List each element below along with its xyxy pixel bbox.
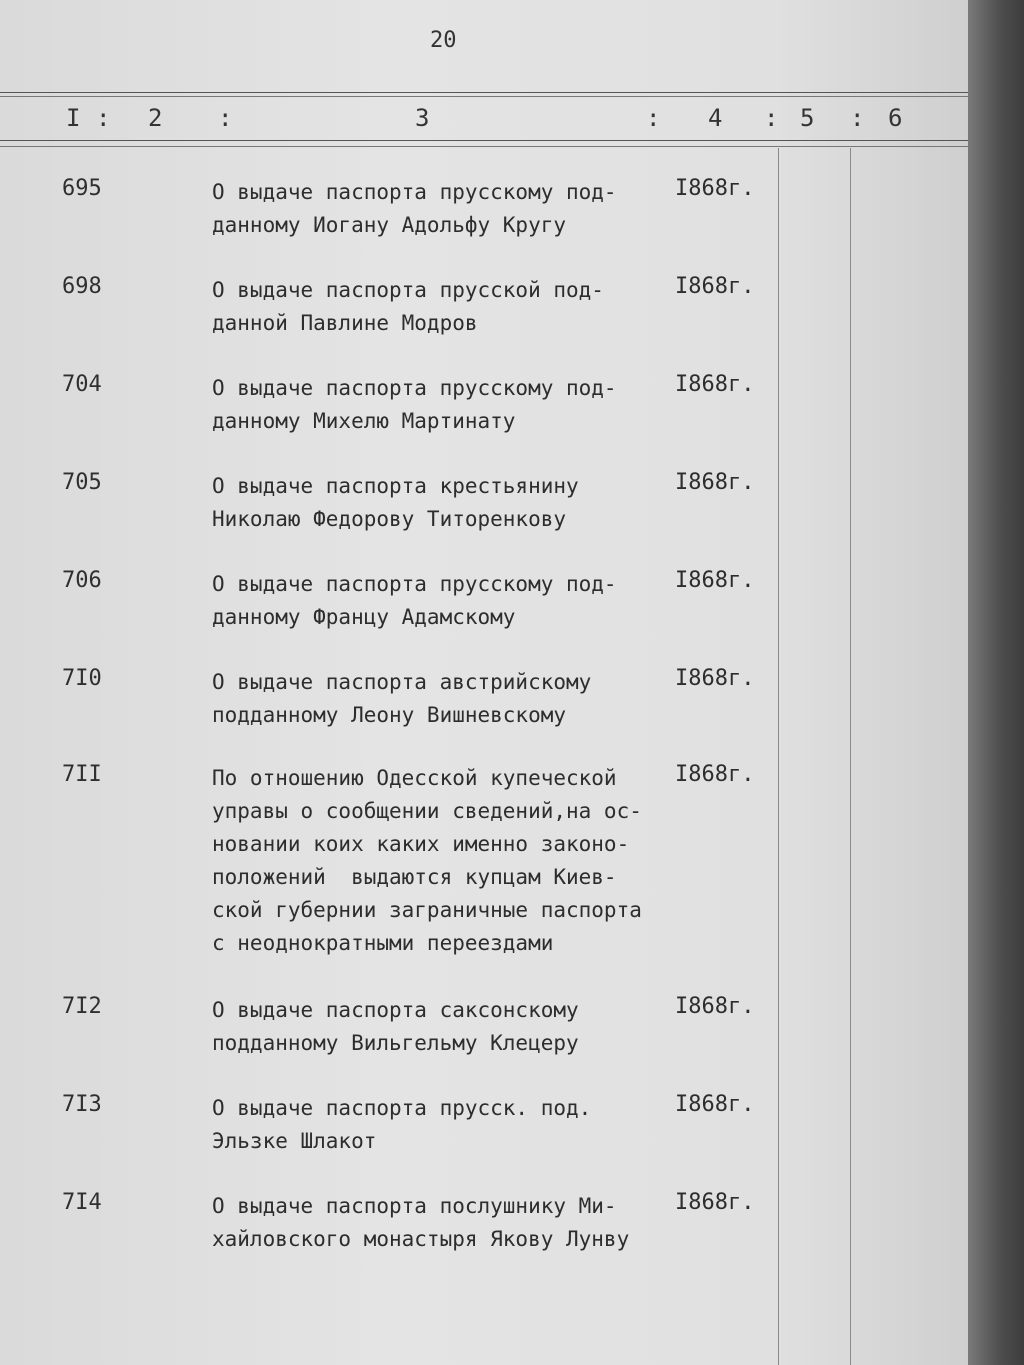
entry-year: I868г. [675,1092,755,1117]
entry-description: О выдаче паспорта крестьянину Николаю Федорову Титоренкову [212,474,579,531]
entry-year: I868г. [675,762,755,787]
entry-description: О выдаче паспорта саксонскому подданному Вильгельму Клецеру [212,998,579,1055]
entry-year: I868г. [675,568,755,593]
page-number: 20 [430,28,457,53]
entry-description: По отношению Одесской купеческой управы о сообщении сведений,на ос- новании коих каких именно законо- положений выдаются купцам Киев- ской губернии заграничные паспорта с неоднократными переездами [212,766,642,955]
header-bottom-rule-2 [0,146,968,147]
entry-year: I868г. [675,1190,755,1215]
entry-description: О выдаче паспорта прусскому под- данному Иогану Адольфу Кругу [212,180,617,237]
column-header-3: 3 [415,104,430,132]
column-header-5: 5 [800,104,815,132]
entry-number: 7I0 [62,666,102,691]
column-header-6: 6 [888,104,903,132]
entry-number: 704 [62,372,102,397]
entry-description: О выдаче паспорта прусскому под- данному Михелю Мартинату [212,376,617,433]
entry-year: I868г. [675,666,755,691]
entry-number: 7II [62,762,102,787]
column-separator-2: : [218,104,233,132]
column-header-2: 2 [148,104,163,132]
column-header-1: I [66,104,81,132]
entry-year: I868г. [675,274,755,299]
entry-description: О выдаче паспорта прусск. под. Эльзке Шлакот [212,1096,592,1153]
entry-year: I868г. [675,176,755,201]
entry-number: 7I3 [62,1092,102,1117]
column-separator-3: : [646,104,661,132]
entry-number: 695 [62,176,102,201]
column-separator-5: : [850,104,865,132]
entry-year: I868г. [675,470,755,495]
entry-description: О выдаче паспорта прусской под- данной Павлине Модров [212,278,604,335]
entry-year: I868г. [675,372,755,397]
column-divider-6 [850,148,851,1365]
page-edge-shadow [968,0,1024,1365]
entry-description: О выдаче паспорта прусскому под- данному Францу Адамскому [212,572,617,629]
header-top-rule [0,92,968,93]
column-separator-4: : [764,104,779,132]
entry-number: 7I4 [62,1190,102,1215]
entry-number: 7I2 [62,994,102,1019]
entry-number: 706 [62,568,102,593]
entry-description: О выдаче паспорта послушнику Ми- хайловского монастыря Якову Лунву [212,1194,630,1251]
entry-number: 698 [62,274,102,299]
column-separator-1: : [96,104,111,132]
column-divider-5 [778,148,779,1365]
entry-number: 705 [62,470,102,495]
entry-year: I868г. [675,994,755,1019]
column-header-4: 4 [708,104,723,132]
entry-description: О выдаче паспорта австрийскому подданному Леону Вишневскому [212,670,592,727]
header-bottom-rule [0,140,968,141]
header-top-rule-2 [0,96,968,97]
